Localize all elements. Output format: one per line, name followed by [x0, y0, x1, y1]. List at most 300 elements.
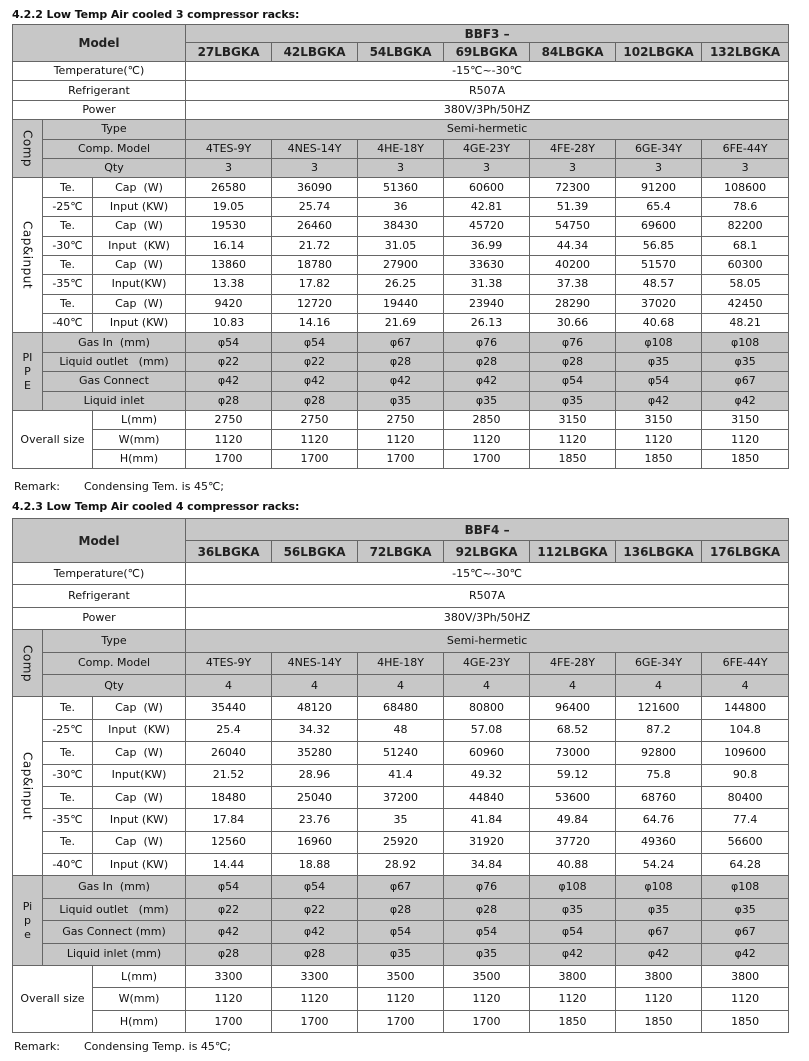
table-row	[13, 139, 789, 158]
cap-value: 121600	[616, 697, 702, 719]
cap-value: 60600	[444, 178, 530, 197]
input-value: 23.76	[272, 809, 358, 831]
input-value: 78.6	[702, 197, 789, 216]
cap-value: 26460	[272, 217, 358, 236]
input-value: 65.4	[616, 197, 702, 216]
power-value: 380V/3Ph/50HZ	[186, 100, 789, 119]
pipe-label: Liquid inlet (mm)	[43, 943, 186, 965]
cap-value: 80800	[444, 697, 530, 719]
pipe-value: φ42	[616, 943, 702, 965]
input-value: 57.08	[444, 719, 530, 741]
input-value: 58.05	[702, 275, 789, 294]
size-value: 1120	[444, 988, 530, 1010]
pipe-value: φ42	[444, 372, 530, 391]
model-header: Model	[13, 25, 186, 62]
pipe-label: Gas Connect (mm)	[43, 921, 186, 943]
size-value: 1850	[702, 1010, 789, 1032]
size-value: 3800	[702, 966, 789, 988]
size-value: 1700	[272, 449, 358, 468]
size-value: 3300	[272, 966, 358, 988]
pipe-value: φ42	[702, 391, 789, 410]
series-header: BBF3 –	[186, 25, 789, 43]
input-value: 36	[358, 197, 444, 216]
size-value: 1700	[358, 449, 444, 468]
cap-value: 44840	[444, 786, 530, 808]
temperature-value: -15℃~-30℃	[186, 563, 789, 585]
table-row	[13, 217, 789, 236]
table-row	[13, 585, 789, 607]
pipe-value: φ22	[272, 352, 358, 371]
table-row	[13, 333, 789, 352]
qty-cell: 3	[444, 158, 530, 177]
temp-label: -40℃	[43, 854, 93, 876]
model-column-header: 27LBGKA	[186, 43, 272, 62]
input-value: 48.21	[702, 314, 789, 333]
pipe-value: φ54	[186, 333, 272, 352]
cap-value: 19530	[186, 217, 272, 236]
pipe-section-label-letter: Pi	[22, 899, 33, 913]
type-label: Type	[43, 630, 186, 652]
model-column-header: 42LBGKA	[272, 43, 358, 62]
size-dimension-label: W(mm)	[93, 988, 186, 1010]
size-value: 3500	[444, 966, 530, 988]
cap-value: 13860	[186, 255, 272, 274]
input-value: 31.05	[358, 236, 444, 255]
input-label: Input (KW)	[93, 719, 186, 741]
input-value: 28.96	[272, 764, 358, 786]
cap-value: 28290	[530, 294, 616, 313]
pipe-value: φ22	[272, 898, 358, 920]
size-value: 3500	[358, 966, 444, 988]
cap-value: 37020	[616, 294, 702, 313]
size-value: 3300	[186, 966, 272, 988]
cap-value: 37200	[358, 786, 444, 808]
table-row	[13, 697, 789, 719]
size-value: 1700	[186, 449, 272, 468]
qty-cell: 4	[702, 674, 789, 696]
cap-label: Cap (W)	[93, 831, 186, 853]
input-label: Input (KW)	[93, 314, 186, 333]
size-value: 3150	[702, 411, 789, 430]
table-row	[13, 1010, 789, 1032]
size-value: 1850	[702, 449, 789, 468]
table-row	[13, 178, 789, 197]
cap-value: 69600	[616, 217, 702, 236]
input-value: 41.4	[358, 764, 444, 786]
table-row	[13, 943, 789, 965]
pipe-value: φ35	[444, 391, 530, 410]
input-value: 25.74	[272, 197, 358, 216]
input-value: 26.13	[444, 314, 530, 333]
qty-cell: 4	[186, 674, 272, 696]
pipe-value: φ108	[702, 333, 789, 352]
table-row	[13, 391, 789, 410]
pipe-value: φ67	[702, 372, 789, 391]
spec-table-3-compressor	[12, 24, 789, 469]
size-value: 1120	[272, 988, 358, 1010]
cap-value: 12720	[272, 294, 358, 313]
input-value: 17.84	[186, 809, 272, 831]
refrigerant-label: Refrigerant	[13, 81, 186, 100]
size-value: 1120	[186, 430, 272, 449]
cap-value: 51570	[616, 255, 702, 274]
section-heading: 4.2.3 Low Temp Air cooled 4 compressor racks:	[12, 500, 300, 513]
table-row	[13, 966, 789, 988]
temperature-label: Temperature(℃)	[13, 62, 186, 81]
input-value: 18.88	[272, 854, 358, 876]
cap-value: 45720	[444, 217, 530, 236]
spec-table-4-compressor	[12, 518, 789, 1033]
temp-label: -25℃	[43, 719, 93, 741]
size-value: 1120	[616, 988, 702, 1010]
input-value: 30.66	[530, 314, 616, 333]
pipe-value: φ28	[530, 352, 616, 371]
table-row	[13, 988, 789, 1010]
comp-model-cell: 4GE-23Y	[444, 652, 530, 674]
input-value: 49.84	[530, 809, 616, 831]
size-value: 3800	[616, 966, 702, 988]
pipe-value: φ35	[530, 898, 616, 920]
size-value: 1700	[186, 1010, 272, 1032]
model-column-header: 176LBGKA	[702, 541, 789, 563]
model-column-header: 112LBGKA	[530, 541, 616, 563]
pipe-value: φ35	[444, 943, 530, 965]
size-value: 1120	[186, 988, 272, 1010]
pipe-value: φ42	[530, 943, 616, 965]
pipe-label: Gas Connect	[43, 372, 186, 391]
cap-value: 144800	[702, 697, 789, 719]
qty-cell: 3	[702, 158, 789, 177]
pipe-value: φ108	[616, 876, 702, 898]
pipe-value: φ35	[616, 898, 702, 920]
te-label: Te.	[43, 178, 93, 197]
comp-model-cell: 4NES-14Y	[272, 139, 358, 158]
input-value: 26.25	[358, 275, 444, 294]
pipe-value: φ54	[272, 876, 358, 898]
table-row	[13, 255, 789, 274]
table-row	[13, 197, 789, 216]
temp-label: -30℃	[43, 236, 93, 255]
cap-value: 12560	[186, 831, 272, 853]
size-value: 1120	[616, 430, 702, 449]
cap-value: 72300	[530, 178, 616, 197]
overall-size-label: Overall size	[13, 966, 93, 1033]
table-row	[13, 674, 789, 696]
size-value: 1700	[444, 449, 530, 468]
cap-value: 49360	[616, 831, 702, 853]
input-label: Input(KW)	[93, 275, 186, 294]
cap-value: 73000	[530, 742, 616, 764]
pipe-value: φ54	[530, 372, 616, 391]
input-value: 21.69	[358, 314, 444, 333]
table-row	[13, 809, 789, 831]
size-value: 2750	[358, 411, 444, 430]
cap-label: Cap (W)	[93, 742, 186, 764]
table-row	[13, 430, 789, 449]
input-value: 21.52	[186, 764, 272, 786]
table-row	[13, 81, 789, 100]
input-label: Input (KW)	[93, 854, 186, 876]
size-value: 3150	[530, 411, 616, 430]
cap-value: 19440	[358, 294, 444, 313]
cap-value: 27900	[358, 255, 444, 274]
cap-value: 60300	[702, 255, 789, 274]
cap-value: 53600	[530, 786, 616, 808]
cap-value: 92800	[616, 742, 702, 764]
table-row	[13, 630, 789, 652]
table-row	[13, 449, 789, 468]
input-value: 36.99	[444, 236, 530, 255]
cap-value: 109600	[702, 742, 789, 764]
pipe-value: φ54	[272, 333, 358, 352]
cap-value: 51240	[358, 742, 444, 764]
pipe-value: φ67	[358, 876, 444, 898]
input-value: 48.57	[616, 275, 702, 294]
remark-text: Condensing Temp. is 45℃;	[84, 1040, 231, 1053]
pipe-value: φ28	[444, 898, 530, 920]
qty-cell: 4	[444, 674, 530, 696]
pipe-value: φ28	[358, 898, 444, 920]
pipe-value: φ76	[444, 333, 530, 352]
table-row	[13, 62, 789, 81]
cap-value: 31920	[444, 831, 530, 853]
pipe-value: φ54	[358, 921, 444, 943]
te-label: Te.	[43, 217, 93, 236]
pipe-section-label	[13, 876, 43, 966]
table-row	[13, 411, 789, 430]
table-row	[13, 764, 789, 786]
size-dimension-label: H(mm)	[93, 449, 186, 468]
pipe-value: φ28	[358, 352, 444, 371]
cap-value: 33630	[444, 255, 530, 274]
cap-value: 51360	[358, 178, 444, 197]
input-value: 31.38	[444, 275, 530, 294]
size-dimension-label: H(mm)	[93, 1010, 186, 1032]
pipe-value: φ42	[186, 372, 272, 391]
input-value: 44.34	[530, 236, 616, 255]
comp-model-cell: 4FE-28Y	[530, 139, 616, 158]
refrigerant-label: Refrigerant	[13, 585, 186, 607]
comp-model-cell: 6GE-34Y	[616, 652, 702, 674]
cap-value: 35440	[186, 697, 272, 719]
table-row	[13, 100, 789, 119]
table-row	[13, 314, 789, 333]
size-value: 1120	[702, 430, 789, 449]
cap-value: 38430	[358, 217, 444, 236]
size-value: 3800	[530, 966, 616, 988]
power-label: Power	[13, 607, 186, 629]
comp-model-cell: 6FE-44Y	[702, 139, 789, 158]
pipe-value: φ42	[702, 943, 789, 965]
pipe-label: Liquid outlet (mm)	[43, 898, 186, 920]
input-value: 77.4	[702, 809, 789, 831]
pipe-value: φ108	[616, 333, 702, 352]
table-row	[13, 876, 789, 898]
pipe-value: φ76	[444, 876, 530, 898]
temp-label: -25℃	[43, 197, 93, 216]
comp-model-cell: 4NES-14Y	[272, 652, 358, 674]
size-value: 1850	[616, 449, 702, 468]
te-label: Te.	[43, 255, 93, 274]
size-value: 1120	[530, 430, 616, 449]
input-label: Input(KW)	[93, 764, 186, 786]
table-row	[13, 275, 789, 294]
pipe-value: φ35	[358, 391, 444, 410]
input-value: 48	[358, 719, 444, 741]
input-value: 34.32	[272, 719, 358, 741]
input-value: 28.92	[358, 854, 444, 876]
input-value: 34.84	[444, 854, 530, 876]
model-column-header: 54LBGKA	[358, 43, 444, 62]
input-label: Input (KW)	[93, 197, 186, 216]
comp-section-label: Comp	[13, 120, 43, 178]
model-column-header: 92LBGKA	[444, 541, 530, 563]
cap-value: 18480	[186, 786, 272, 808]
pipe-label: Liquid outlet (mm)	[43, 352, 186, 371]
remark	[14, 480, 224, 494]
pipe-value: φ28	[444, 352, 530, 371]
input-value: 51.39	[530, 197, 616, 216]
te-label: Te.	[43, 294, 93, 313]
pipe-section-label-letter: E	[24, 378, 31, 392]
pipe-value: φ67	[358, 333, 444, 352]
comp-section-label: Comp	[13, 630, 43, 697]
qty-cell: 3	[616, 158, 702, 177]
size-dimension-label: L(mm)	[93, 411, 186, 430]
size-value: 1120	[702, 988, 789, 1010]
input-value: 68.52	[530, 719, 616, 741]
size-value: 1120	[358, 430, 444, 449]
comp-model-cell: 4HE-18Y	[358, 139, 444, 158]
cap-value: 68480	[358, 697, 444, 719]
input-value: 13.38	[186, 275, 272, 294]
te-label: Te.	[43, 831, 93, 853]
qty-cell: 4	[358, 674, 444, 696]
cap-label: Cap (W)	[93, 178, 186, 197]
table-row	[13, 563, 789, 585]
pipe-value: φ35	[702, 898, 789, 920]
input-value: 54.24	[616, 854, 702, 876]
te-label: Te.	[43, 697, 93, 719]
cap-value: 35280	[272, 742, 358, 764]
input-label: Input (KW)	[93, 809, 186, 831]
input-value: 40.68	[616, 314, 702, 333]
pipe-value: φ28	[186, 943, 272, 965]
cap-value: 68760	[616, 786, 702, 808]
table-row	[13, 352, 789, 371]
size-value: 1850	[530, 449, 616, 468]
model-column-header: 136LBGKA	[616, 541, 702, 563]
cap-value: 9420	[186, 294, 272, 313]
qty-label: Qty	[43, 158, 186, 177]
qty-cell: 4	[272, 674, 358, 696]
input-value: 104.8	[702, 719, 789, 741]
model-column-header: 84LBGKA	[530, 43, 616, 62]
pipe-label: Gas In (mm)	[43, 876, 186, 898]
te-label: Te.	[43, 786, 93, 808]
qty-cell: 4	[530, 674, 616, 696]
model-column-header: 72LBGKA	[358, 541, 444, 563]
input-value: 25.4	[186, 719, 272, 741]
size-value: 2750	[186, 411, 272, 430]
input-value: 10.83	[186, 314, 272, 333]
cap-label: Cap (W)	[93, 786, 186, 808]
pipe-section-label-letter: PI	[22, 350, 33, 364]
cap-label: Cap (W)	[93, 217, 186, 236]
table-row	[13, 742, 789, 764]
size-value: 2750	[272, 411, 358, 430]
pipe-value: φ108	[530, 876, 616, 898]
input-label: Input (KW)	[93, 236, 186, 255]
table-row	[13, 831, 789, 853]
cap-value: 54750	[530, 217, 616, 236]
size-value: 1700	[358, 1010, 444, 1032]
size-value: 2850	[444, 411, 530, 430]
model-column-header: 102LBGKA	[616, 43, 702, 62]
pipe-value: φ28	[272, 943, 358, 965]
input-value: 14.16	[272, 314, 358, 333]
input-value: 17.82	[272, 275, 358, 294]
size-value: 1850	[530, 1010, 616, 1032]
pipe-value: φ42	[272, 921, 358, 943]
pipe-section-label-letter: p	[24, 913, 31, 927]
temp-label: -40℃	[43, 314, 93, 333]
pipe-value: φ35	[358, 943, 444, 965]
cap-value: 25920	[358, 831, 444, 853]
temp-label: -35℃	[43, 275, 93, 294]
pipe-value: φ28	[186, 391, 272, 410]
type-value: Semi-hermetic	[186, 120, 789, 139]
remark-label: Remark:	[14, 480, 60, 493]
pipe-value: φ35	[702, 352, 789, 371]
remark-text: Condensing Tem. is 45℃;	[84, 480, 225, 493]
pipe-label: Liquid inlet	[43, 391, 186, 410]
input-value: 75.8	[616, 764, 702, 786]
comp-model-label: Comp. Model	[43, 652, 186, 674]
pipe-value: φ54	[444, 921, 530, 943]
model-column-header: 69LBGKA	[444, 43, 530, 62]
refrigerant-value: R507A	[186, 81, 789, 100]
table-row	[13, 652, 789, 674]
cap-value: 42450	[702, 294, 789, 313]
cap-value: 26580	[186, 178, 272, 197]
model-column-header: 132LBGKA	[702, 43, 789, 62]
input-value: 21.72	[272, 236, 358, 255]
input-value: 90.8	[702, 764, 789, 786]
input-value: 16.14	[186, 236, 272, 255]
cap-value: 82200	[702, 217, 789, 236]
size-dimension-label: L(mm)	[93, 966, 186, 988]
comp-model-cell: 4HE-18Y	[358, 652, 444, 674]
cap-input-section-label: Cap&input	[13, 178, 43, 333]
comp-model-cell: 4FE-28Y	[530, 652, 616, 674]
comp-model-cell: 6GE-34Y	[616, 139, 702, 158]
input-value: 41.84	[444, 809, 530, 831]
pipe-value: φ108	[702, 876, 789, 898]
size-value: 3150	[616, 411, 702, 430]
qty-cell: 3	[530, 158, 616, 177]
pipe-section-label-letter: P	[24, 364, 31, 378]
temp-label: -35℃	[43, 809, 93, 831]
cap-value: 40200	[530, 255, 616, 274]
cap-label: Cap (W)	[93, 294, 186, 313]
cap-input-section-label: Cap&input	[13, 697, 43, 876]
pipe-value: φ67	[702, 921, 789, 943]
table-row	[13, 607, 789, 629]
table-row	[13, 236, 789, 255]
cap-value: 18780	[272, 255, 358, 274]
cap-value: 26040	[186, 742, 272, 764]
